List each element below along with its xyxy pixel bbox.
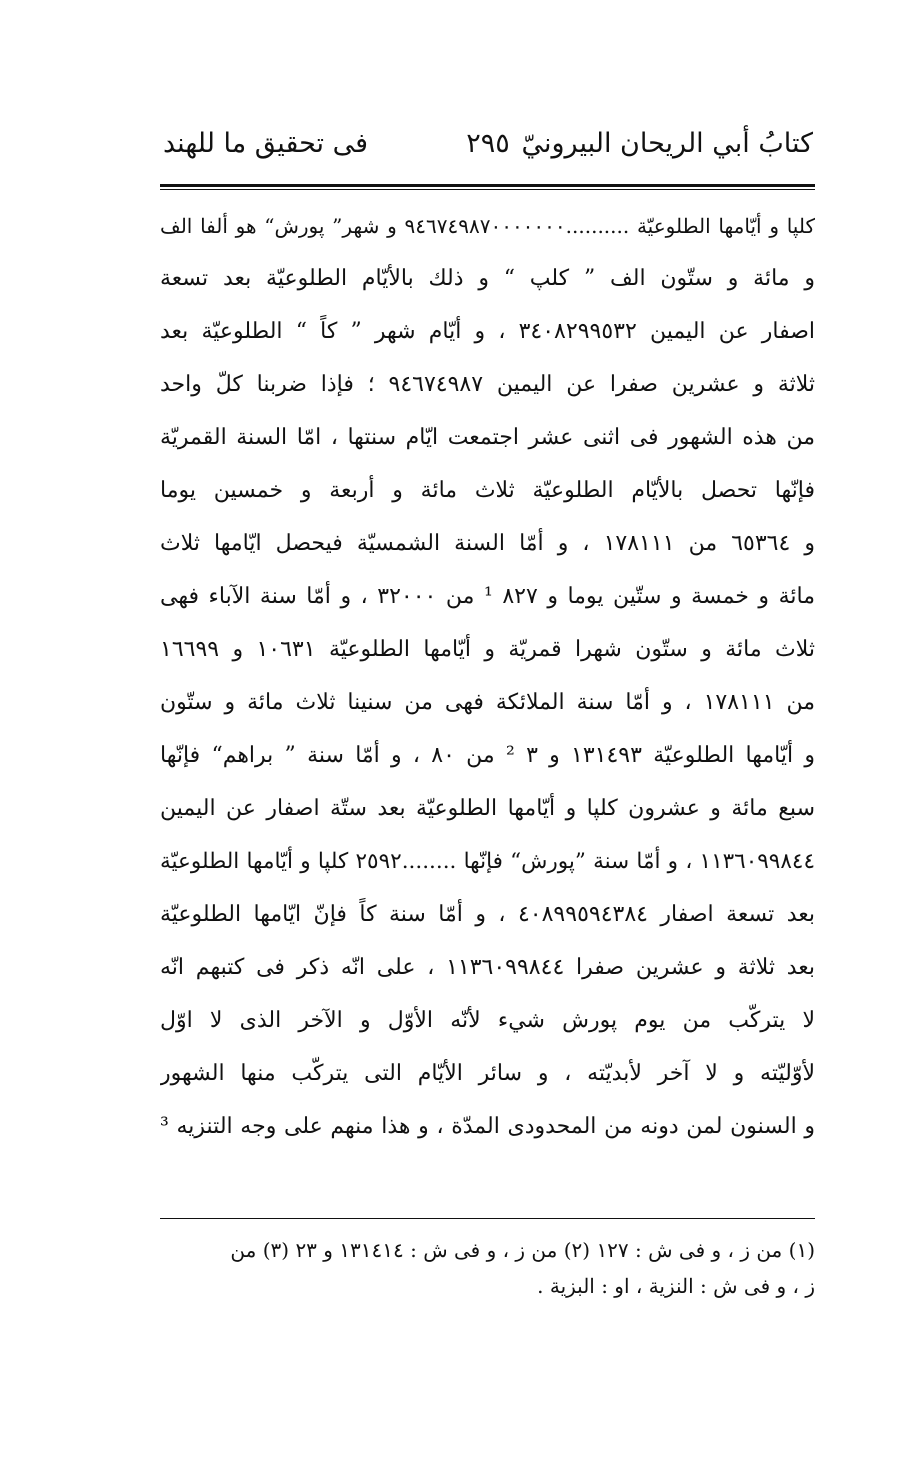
text-line: مائة و خمسة و ستّين يوما و ٨٢٧ ¹ من ٣٢٠٠٠ ، و أمّا سنة الآباء فهى (160, 584, 815, 609)
work-title: فى تحقيق ما للهند (163, 128, 369, 159)
text-line: ثلاثة و عشرين صفرا عن اليمين ٩٤٦٧٤٩٨٧ ؛ فإذا ضربنا كلّ واحد (160, 372, 815, 397)
text-line: و السنون لمن دونه من المحدودى المدّة ، و هذا منهم على وجه التنزيه ³ (160, 1114, 815, 1139)
page-number: ٢٩٥ (466, 128, 510, 159)
text-line: و مائة و ستّون الف ” كلپ “ و ذلك بالأيّام الطلوعيّة بعد تسعة (160, 266, 815, 291)
text-line: و أيّامها الطلوعيّة ١٣١٤٩٣ و ٣ ² من ٨٠ ، و أمّا سنة ” براهم“ فإنّها (160, 743, 815, 768)
footnote-rule (160, 1218, 815, 1219)
text-line: بعد ثلاثة و عشرين صفرا ١١٣٦٠٩٩٨٤٤ ، على انّه ذكر فى كتبهم انّه (160, 955, 815, 980)
text-line: ثلاث مائة و ستّون شهرا قمريّة و أيّامها الطلوعيّة ١٠٦٣١ و ١٦٦٩٩ (160, 637, 815, 662)
main-text (160, 203, 815, 1157)
header-rule-thin (160, 189, 815, 190)
footnote-line: (١) من ز ، و فى ش : ١٢٧ (٢) من ز ، و فى ش : ١٣١٤١٤ و ٢٣ (٣) من (230, 1238, 815, 1262)
text-line: لأوّليّته و لا آخر لأبديّته ، و سائر الأيّام التى يتركّب منها الشهور (160, 1061, 815, 1086)
text-line: سبع مائة و عشرون كلپا و أيّامها الطلوعيّة بعد ستّة اصفار عن اليمين (160, 796, 815, 821)
text-line: بعد تسعة اصفار ٤٠٨٩٩٥٩٤٣٨٤ ، و أمّا سنة كاً فإنّ ايّامها الطلوعيّة (160, 902, 815, 927)
text-line: فإنّها تحصل بالأيّام الطلوعيّة ثلاث مائة و أربعة و خمسين يوما (160, 478, 815, 503)
text-line: اصفار عن اليمين ٣٤٠٨٢٩٩٥٣٢ ، و أيّام شهر ” كاً “ الطلوعيّة بعد (160, 319, 815, 344)
text-line: كلپا و أيّامها الطلوعيّة ..........٩٤٦٧٤٩٨٧٠٠٠٠٠٠٠ و شهر” پورش“ هو ألفا الف (160, 214, 815, 238)
text-line: من هذه الشهور فى اثنى عشر اجتمعت ايّام سنتها ، امّا السنة القمريّة (160, 425, 815, 450)
footnote-line: ز ، و فى ش : النزية ، او : البزية . (537, 1274, 815, 1298)
text-line: ١١٣٦٠٩٩٨٤٤ ، و أمّا سنة ”پورش“ فإنّها ........٢٥٩٢ كلپا و أيّامها الطلوعيّة (160, 849, 815, 874)
book-title: كتابُ أبي الريحان البيرونيّ (521, 128, 813, 159)
header-rule (160, 184, 815, 187)
text-line: و ٦٥٣٦٤ من ١٧٨١١١ ، و أمّا السنة الشمسيّة فيحصل ايّامها ثلاث (160, 531, 815, 556)
text-line: لا يتركّب من يوم پورش شيء لأنّه الأوّل و الآخر الذى لا اوّل (160, 1008, 815, 1033)
footnotes (160, 1232, 815, 1304)
running-header (163, 128, 813, 172)
text-line: من ١٧٨١١١ ، و أمّا سنة الملائكة فهى من سنينا ثلاث مائة و ستّون (160, 690, 815, 715)
